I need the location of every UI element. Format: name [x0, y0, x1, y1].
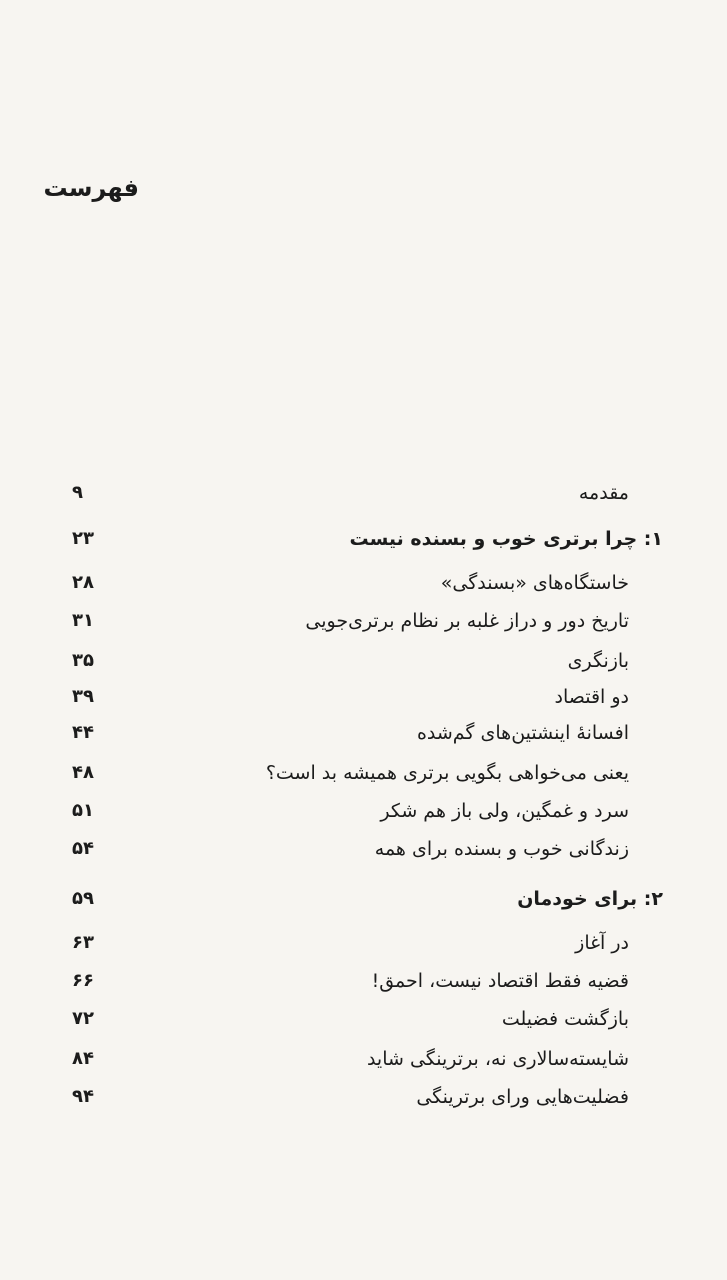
toc-entry[interactable]	[0, 1002, 727, 1036]
toc-entry-page: ۵۱	[72, 800, 94, 821]
toc-entry-page: ۵۹	[72, 888, 94, 909]
toc-entry[interactable]	[0, 926, 727, 960]
toc-entry-page: ۸۴	[72, 1048, 94, 1069]
toc-entry-text: خاستگاه‌های «بسندگی»	[440, 572, 629, 594]
toc-entry-text: مقدمه	[578, 482, 629, 504]
toc-entry-page: ۴۴	[72, 722, 94, 743]
toc-entry-page: ۹۴	[72, 1086, 94, 1107]
toc-entry[interactable]	[0, 716, 727, 750]
toc-entry-text: قضیه فقط اقتصاد نیست، احمق!	[371, 970, 629, 992]
toc-entry-text: دو اقتصاد	[554, 686, 629, 708]
toc-entry-page: ۶۳	[72, 932, 94, 953]
toc-entry-text: در آغاز	[575, 932, 629, 954]
toc-entry[interactable]	[0, 680, 727, 714]
toc-entry-intro[interactable]	[0, 476, 727, 510]
toc-entry-page: ۷۲	[72, 1008, 94, 1029]
toc-entry-page: ۳۹	[72, 686, 94, 707]
toc-entry[interactable]	[0, 964, 727, 998]
toc-entry-page: ۶۶	[72, 970, 94, 991]
toc-entry-text: بازنگری	[567, 650, 629, 672]
toc-entry-text: سرد و غمگین، ولی باز هم شکر	[380, 800, 629, 822]
toc-entry[interactable]	[0, 756, 727, 790]
toc-entry-page: ۵۴	[72, 838, 94, 859]
toc-entry-text: بازگشت فضیلت	[501, 1008, 629, 1030]
toc-chapter-heading	[349, 522, 663, 556]
toc-entry-text: تاریخ دور و دراز غلبه بر نظام برتری‌جویی	[305, 610, 629, 632]
toc-entry-page: ۳۱	[72, 610, 94, 631]
toc-entry[interactable]	[0, 1042, 727, 1076]
toc-entry[interactable]	[0, 794, 727, 828]
toc-entry[interactable]	[0, 644, 727, 678]
toc-entry[interactable]	[0, 566, 727, 600]
chapter-number: ۲:	[643, 888, 663, 910]
toc-entry-page: ۲۸	[72, 572, 94, 593]
toc-entry-text: زندگانی خوب و بسنده برای همه	[374, 838, 629, 860]
toc-entry-page: ۲۳	[72, 528, 94, 549]
toc-entry-text: شایسته‌سالاری نه، برترینگی شاید	[366, 1048, 629, 1070]
toc-entry-page: ۴۸	[72, 762, 94, 783]
toc-entry[interactable]	[0, 604, 727, 638]
chapter-title: برای خودمان	[517, 888, 638, 910]
toc-entry-page: ۳۵	[72, 650, 94, 671]
chapter-title: چرا برتری خوب و بسنده نیست	[349, 528, 638, 550]
chapter-number: ۱:	[643, 528, 663, 550]
toc-entry-text: افسانهٔ اینشتین‌های گم‌شده	[416, 722, 629, 744]
toc-entry[interactable]	[0, 1080, 727, 1114]
page-title: فهرست	[43, 174, 139, 202]
toc-chapter-1[interactable]	[0, 522, 727, 556]
toc-chapter-2[interactable]	[0, 882, 727, 916]
toc-chapter-heading	[517, 882, 663, 916]
toc-entry-text: فضلیت‌هایی ورای برترینگی	[416, 1086, 629, 1108]
toc-entry-text: یعنی می‌خواهی بگویی برتری همیشه بد است؟	[265, 762, 629, 784]
toc-entry[interactable]	[0, 832, 727, 866]
toc-entry-page: ۹	[72, 482, 83, 503]
